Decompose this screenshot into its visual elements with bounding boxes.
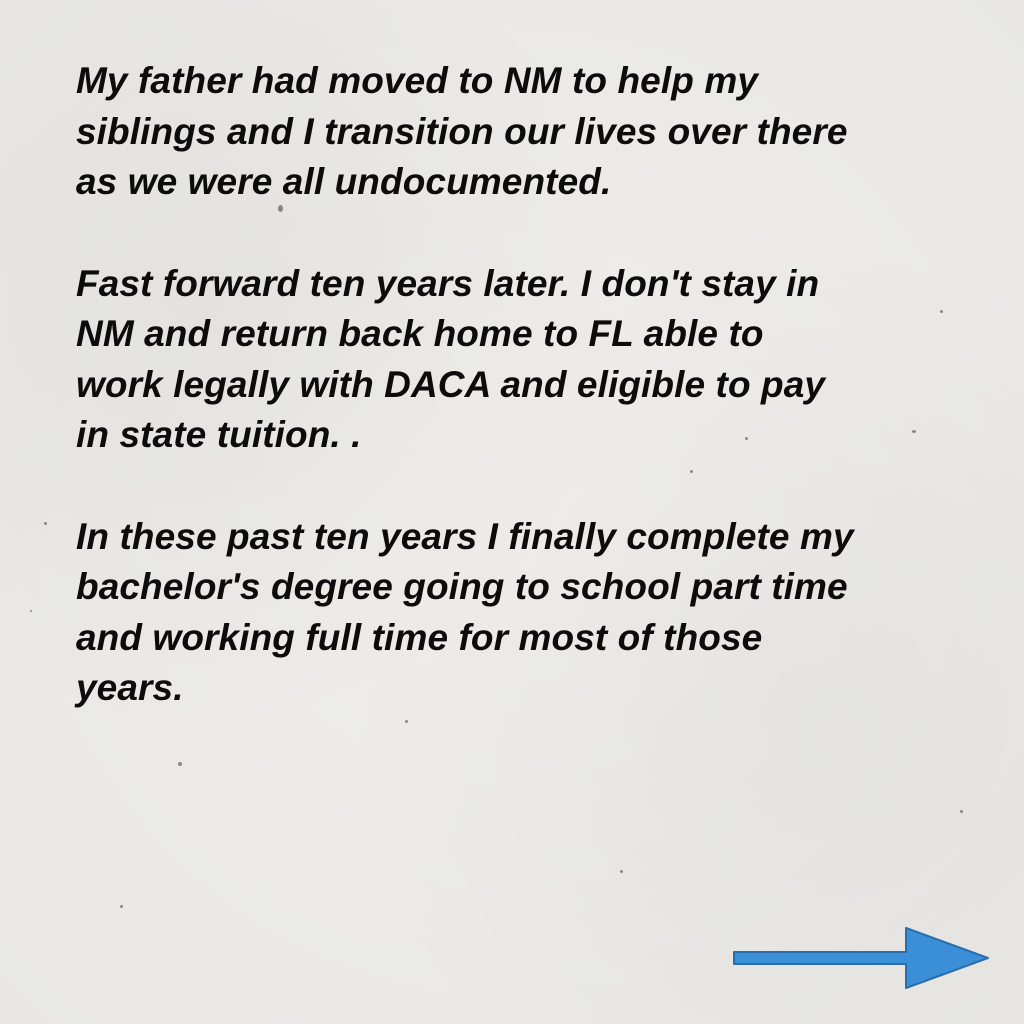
paragraph-2: Fast forward ten years later. I don't stay in NM and return back home to FL able to work legally with DACA and eligible to pay in state tuition. . bbox=[76, 262, 826, 455]
paper-speck bbox=[960, 810, 963, 813]
right-arrow-icon[interactable] bbox=[730, 925, 992, 991]
paper-speck bbox=[30, 610, 32, 612]
paragraph-1: My father had moved to NM to help my siblings and I transition our lives over there as we were all undocumented. bbox=[76, 60, 848, 202]
story-text bbox=[76, 56, 976, 765]
paper-speck bbox=[120, 905, 123, 908]
paper-speck bbox=[620, 870, 623, 873]
paper-speck bbox=[44, 522, 47, 525]
paragraph-3: In these past ten years I finally complete my bachelor's degree going to school part time and working full time for most of those years. bbox=[76, 515, 854, 708]
